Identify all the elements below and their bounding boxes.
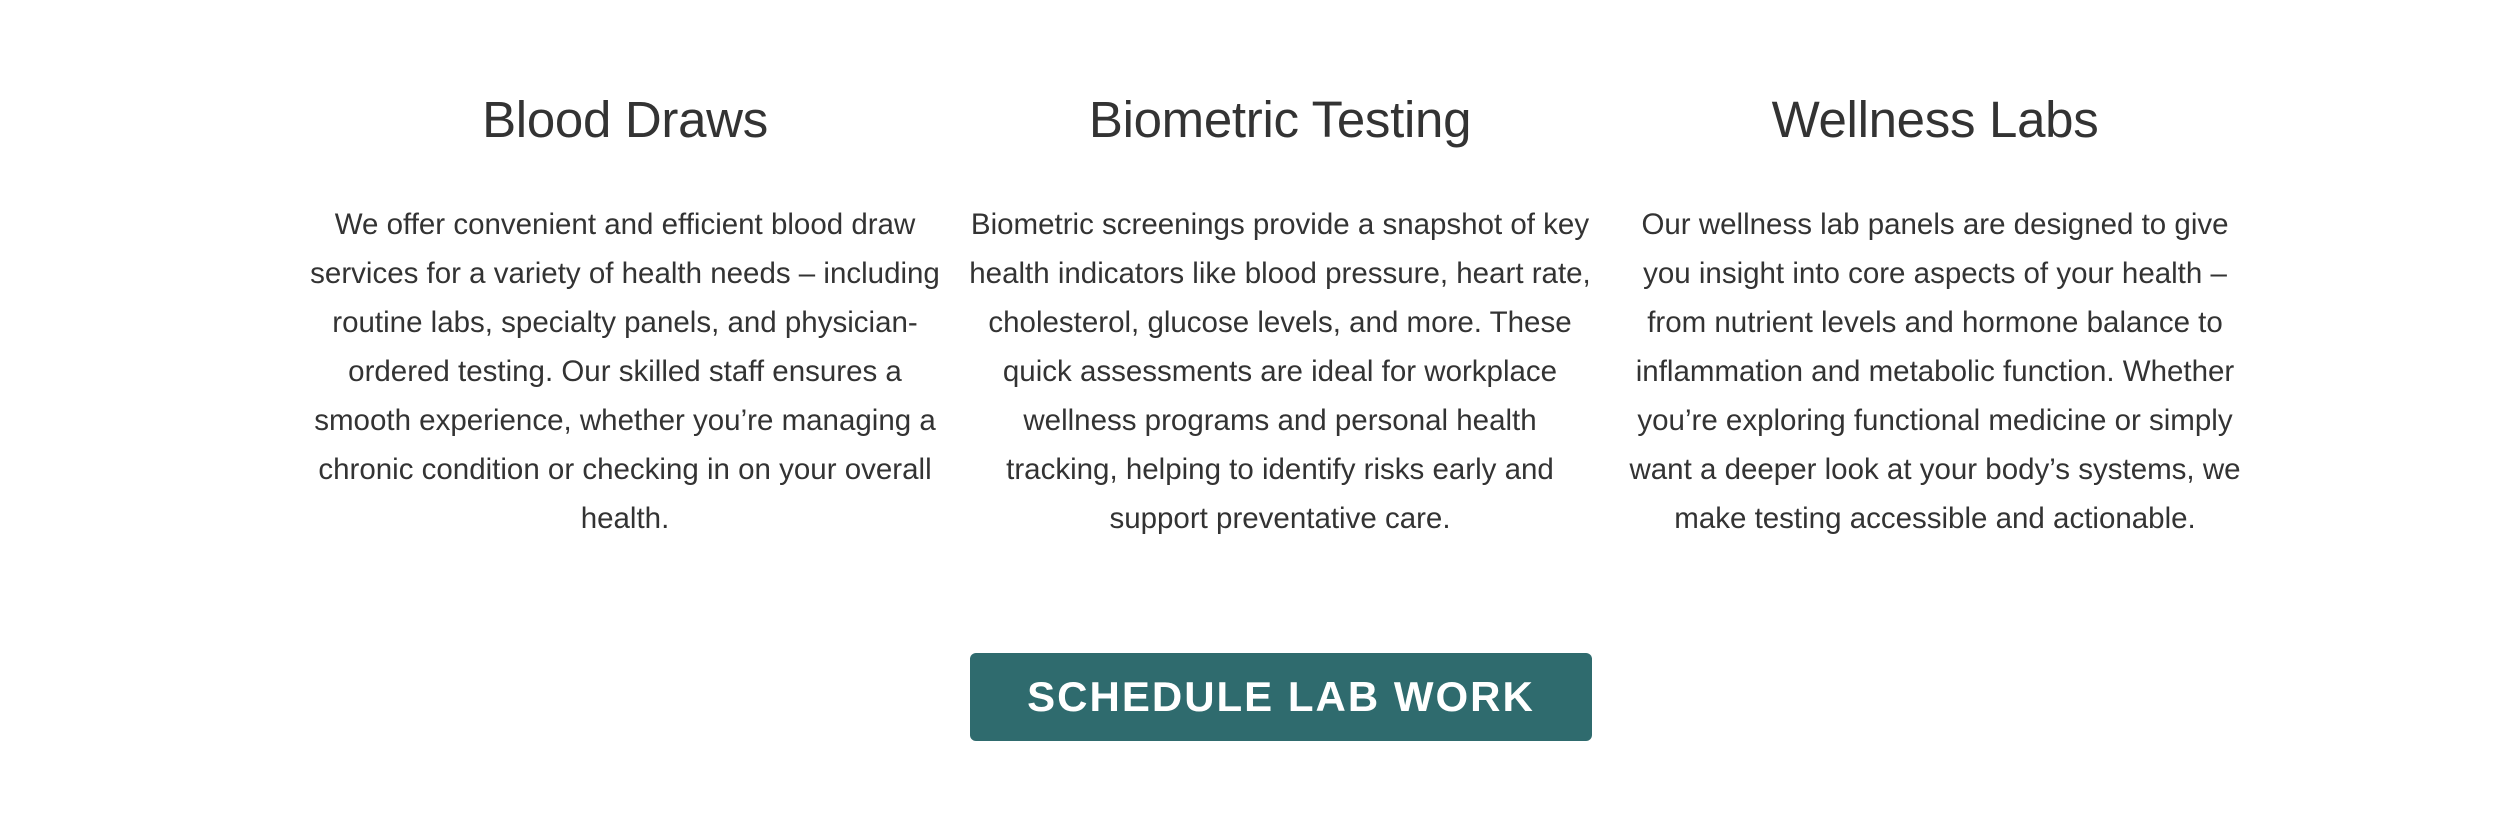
service-title: Wellness Labs — [1771, 91, 2099, 148]
schedule-lab-work-button[interactable]: SCHEDULE LAB WORK HERE — [970, 653, 1592, 741]
services-columns — [310, 80, 2250, 543]
service-biometric-testing — [965, 80, 1595, 543]
service-description: Our wellness lab panels are designed to give you insight into core aspects of your health – from nutrient levels and hormone balance to inflammation and metabolic function. Whether you’re exploring functional medicine or simply want a deeper look at your body’s systems, we make testing accessible and actionable. — [1629, 208, 2241, 535]
cta-container — [0, 653, 2500, 808]
service-title: Blood Draws — [482, 91, 768, 148]
service-title: Biometric Testing — [1088, 91, 1472, 148]
service-blood-draws — [310, 80, 940, 543]
service-wellness-labs — [1620, 80, 2250, 543]
service-description: We offer convenient and efficient blood draw services for a variety of health needs – including routine labs, specialty panels, and physician-ordered testing. Our skilled staff ensures a smooth experience, whether you’re managing a chronic condition or checking in on your overall health. — [310, 208, 940, 535]
service-description: Biometric screenings provide a snapshot of key health indicators like blood pressure, heart rate, cholesterol, glucose levels, and more. These quick assessments are ideal for workplace wellness programs and personal health tracking, helping to identify risks early and support preventative care. — [969, 208, 1591, 535]
